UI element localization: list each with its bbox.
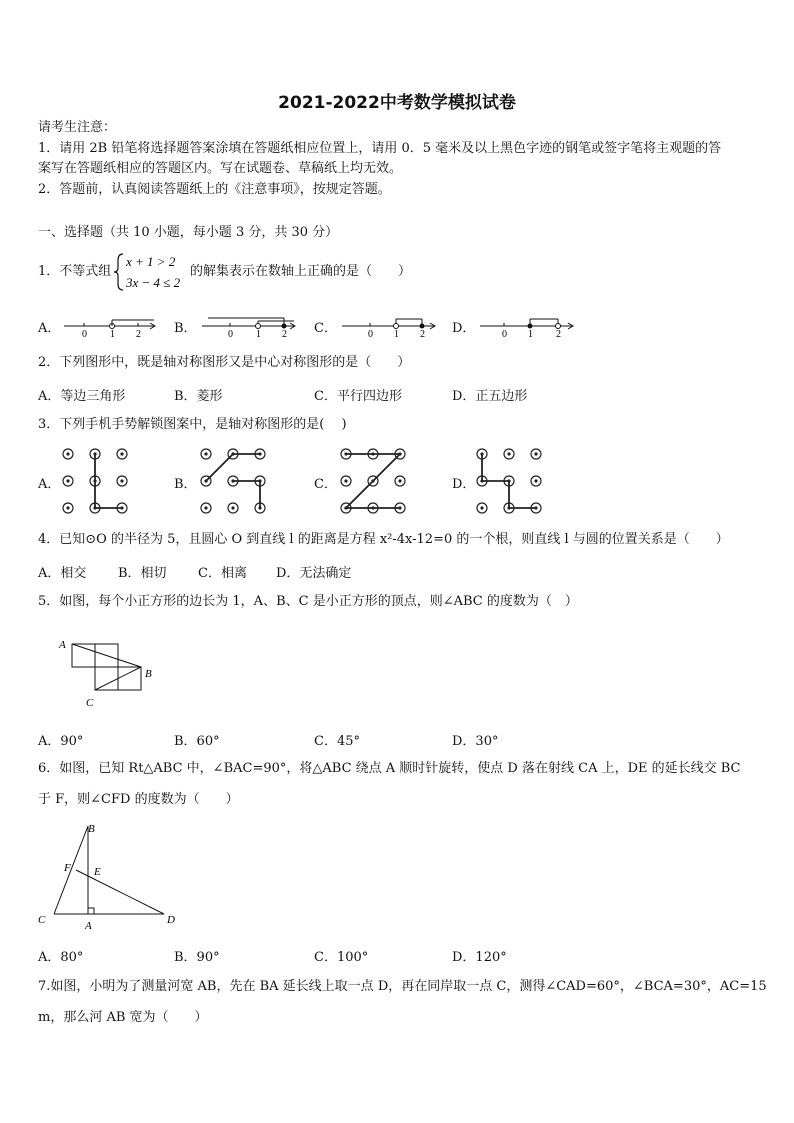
q5-stem: 5．如图，每个小正方形的边长为 1，A、B、C 是小正方形的顶点，则∠ABC 的度数为（ ） (38, 594, 578, 609)
tick-label: 2 (420, 329, 425, 340)
q3-pattern-c (336, 446, 412, 516)
q1-numberline-b (200, 310, 300, 340)
q3-label-d: D． (452, 477, 476, 492)
notice-line-3: 2．答题前，认真阅读答题纸上的《注意事项》，按规定答题。 (38, 182, 391, 197)
q2-option-c: C．平行四边形 (314, 389, 402, 404)
q4-stem: 4．已知⊙O 的半径为 5，且圆心 O 到直线 l 的距离是方程 x²-4x-12=0 的一个根，则直线 l 与圆的位置关系是（ ） (38, 532, 729, 547)
q4-option-d: D．无法确定 (276, 566, 352, 581)
q5-option-d: D．30° (452, 734, 499, 749)
point-label: F (64, 862, 71, 874)
tick-label: 2 (282, 329, 287, 340)
point-label: B (88, 823, 95, 835)
point-label: A (85, 920, 92, 932)
q1-ineq-1: x + 1 > 2 (126, 254, 176, 269)
q6-figure (34, 818, 184, 934)
q1-numberline-a (62, 310, 160, 340)
tick-label: 2 (136, 329, 141, 340)
q6-option-a: A．80° (38, 950, 84, 965)
page-title: 2021-2022中考数学模拟试卷 (278, 93, 516, 113)
section-heading: 一、选择题（共 10 小题，每小题 3 分，共 30 分） (38, 225, 339, 240)
q7-line-1: 7.如图，小明为了测量河宽 AB，先在 BA 延长线上取一点 D，再在同岸取一点 C，测得∠CAD=60°，∠BCA=30°，AC=15 (38, 979, 767, 994)
q6-line-1: 6．如图，已知 Rt△ABC 中，∠BAC=90°，将△ABC 绕点 A 顺时针旋转，使点 D 落在射线 CA 上，DE 的延长线交 BC (38, 761, 741, 776)
notice-line-2: 案写在答题纸相应的答题区内。写在试题卷、草稿纸上均无效。 (38, 161, 403, 176)
q1-label-a: A． (38, 321, 61, 336)
q7-line-2: m，那么河 AB 宽为（ ） (38, 1010, 208, 1025)
q6-option-d: D．120° (452, 950, 507, 965)
q2-option-a: A．等边三角形 (38, 389, 126, 404)
tick-label: 0 (228, 329, 233, 340)
q6-option-b: B．90° (174, 950, 220, 965)
q4-option-b: B．相切 (118, 566, 167, 581)
q3-pattern-d (472, 446, 548, 516)
q4-option-a: A．相交 (38, 566, 87, 581)
notice-heading: 请考生注意： (38, 120, 117, 135)
q3-label-a: A． (38, 477, 61, 492)
tick-label: 2 (556, 329, 561, 340)
tick-label: 1 (110, 329, 115, 340)
q1-label-d: D． (452, 321, 476, 336)
q1-label-c: C． (314, 321, 337, 336)
q3-pattern-b (196, 446, 272, 516)
q3-pattern-a (58, 446, 134, 516)
point-label: B (145, 668, 152, 680)
q6-line-2: 于 F，则∠CFD 的度数为（ ） (38, 792, 239, 807)
q3-stem: 3．下列手机手势解锁图案中，是轴对称图形的是( ) (38, 417, 347, 432)
q2-option-d: D．正五边形 (452, 389, 528, 404)
tick-label: 1 (394, 329, 399, 340)
q1-numberline-c (340, 310, 440, 340)
dot-grid (63, 449, 127, 513)
point-label: C (38, 914, 46, 926)
q5-figure (52, 630, 164, 714)
tick-label: 1 (256, 329, 261, 340)
q1-ineq-2: 3x − 4 ≤ 2 (126, 275, 181, 290)
q5-option-a: A．90° (38, 734, 84, 749)
q2-stem: 2．下列图形中，既是轴对称图形又是中心对称图形的是（ ） (38, 355, 411, 370)
q1-numberline-d (478, 310, 578, 340)
q1-suffix: 的解集表示在数轴上正确的是（ ） (190, 264, 412, 279)
q3-label-b: B． (174, 477, 197, 492)
q3-label-c: C． (314, 477, 337, 492)
point-label: A (59, 639, 66, 651)
tick-label: 0 (82, 329, 87, 340)
point-label: C (86, 697, 94, 709)
point-label: D (167, 914, 175, 926)
q1-prefix: 1．不等式组 (38, 264, 112, 279)
notice-line-1: 1．请用 2B 铅笔将选择题答案涂填在答题纸相应位置上，请用 0．5 毫米及以上黑色字迹的钢笔或签字笔将主观题的答 (38, 141, 722, 156)
tick-label: 1 (528, 329, 533, 340)
tick-label: 0 (368, 329, 373, 340)
point-label: E (94, 866, 101, 878)
q5-option-c: C．45° (314, 734, 360, 749)
q4-option-c: C．相离 (198, 566, 247, 581)
dot-grid (201, 449, 265, 513)
tick-label: 0 (502, 329, 507, 340)
q6-option-c: C．100° (314, 950, 369, 965)
q5-option-b: B．60° (174, 734, 220, 749)
q1-inequality-system (114, 250, 194, 294)
q2-option-b: B．菱形 (174, 389, 223, 404)
dot-grid (477, 449, 541, 513)
q1-label-b: B． (174, 321, 197, 336)
